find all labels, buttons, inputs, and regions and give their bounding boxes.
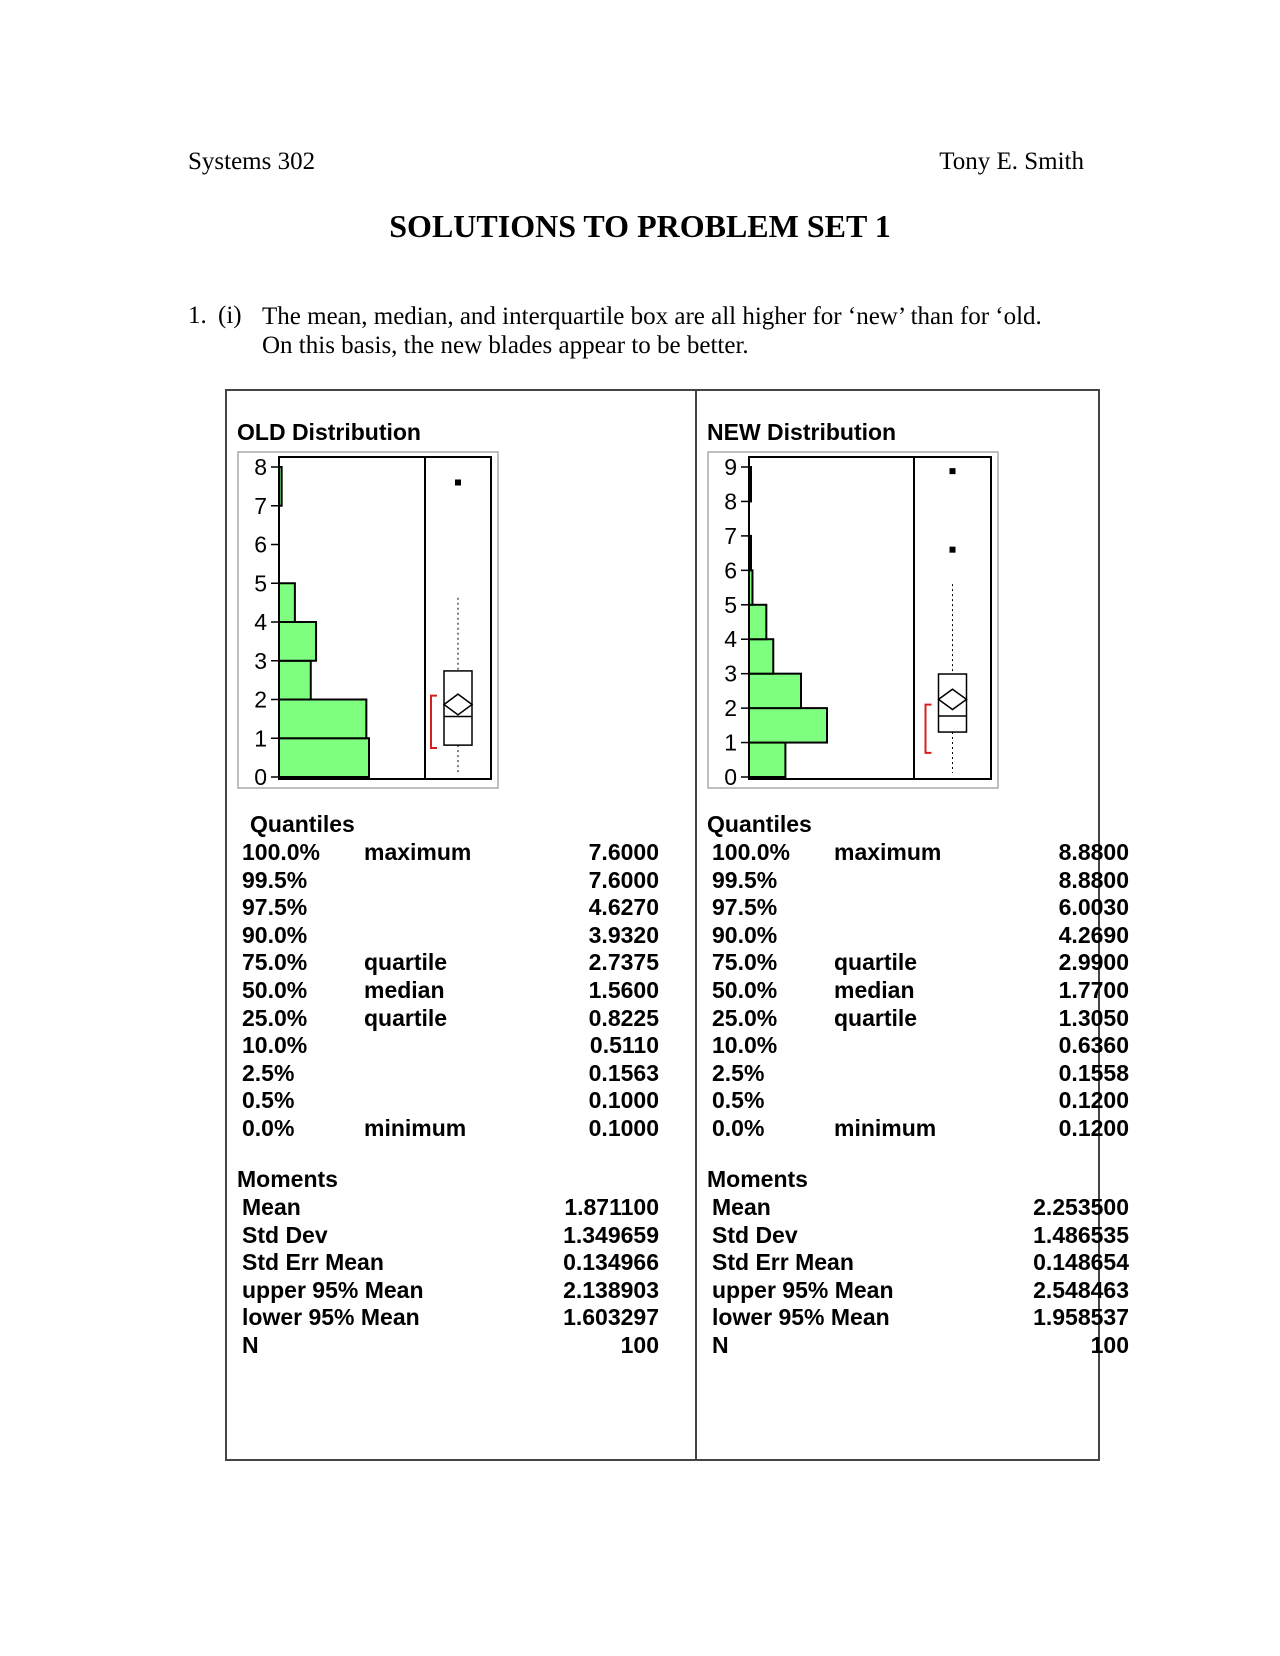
quantile-value: 0.1000 bbox=[588, 1115, 659, 1141]
quantile-row bbox=[712, 977, 1129, 1005]
quantile-pct: 25.0% bbox=[712, 1004, 778, 1031]
quantile-pct: 0.0% bbox=[712, 1115, 765, 1141]
y-tick-label: 1 bbox=[254, 725, 267, 752]
quantile-pct: 10.0% bbox=[242, 1032, 308, 1059]
old-quantiles-title: Quantiles bbox=[250, 811, 355, 837]
quantile-row bbox=[712, 949, 1129, 977]
quantile-label: quartile bbox=[834, 1004, 918, 1031]
y-tick-label: 4 bbox=[254, 609, 267, 635]
moment-label: Mean bbox=[242, 1194, 301, 1220]
histogram-bar bbox=[279, 661, 311, 700]
histogram-bar bbox=[749, 536, 751, 570]
moment-row bbox=[712, 1249, 1129, 1277]
quantile-value: 7.6000 bbox=[588, 839, 659, 865]
quantile-row bbox=[712, 1032, 1129, 1060]
moment-row bbox=[242, 1304, 659, 1332]
problem-number: 1. bbox=[188, 302, 207, 329]
author-name: Tony E. Smith bbox=[939, 148, 1084, 175]
quantile-row bbox=[242, 867, 659, 895]
moment-label: Std Err Mean bbox=[712, 1249, 854, 1276]
course-name: Systems 302 bbox=[188, 148, 316, 175]
y-tick-label: 0 bbox=[254, 764, 267, 789]
y-tick-label: 0 bbox=[724, 764, 737, 789]
quantile-value: 0.8225 bbox=[588, 1004, 659, 1031]
histogram-bar bbox=[749, 467, 751, 501]
quantile-pct: 2.5% bbox=[242, 1059, 295, 1086]
histogram-bar bbox=[749, 605, 766, 639]
shortest-half-bracket bbox=[926, 705, 932, 753]
moment-value: 1.486535 bbox=[1033, 1221, 1129, 1248]
y-tick-label: 3 bbox=[724, 660, 737, 687]
histogram-bar bbox=[279, 622, 316, 661]
outlier-point bbox=[950, 547, 956, 553]
quantile-pct: 100.0% bbox=[712, 839, 791, 865]
quantile-value: 7.6000 bbox=[588, 866, 659, 893]
quantile-row bbox=[242, 839, 659, 867]
quantile-pct: 0.5% bbox=[712, 1087, 765, 1114]
y-tick-label: 8 bbox=[254, 454, 267, 480]
quantile-row bbox=[242, 949, 659, 977]
moment-label: Std Dev bbox=[712, 1221, 798, 1248]
quantile-value: 1.3050 bbox=[1058, 1004, 1129, 1031]
moment-label: upper 95% Mean bbox=[712, 1276, 894, 1303]
histogram-bar bbox=[749, 708, 827, 742]
quantile-pct: 90.0% bbox=[242, 921, 308, 948]
shortest-half-bracket bbox=[431, 696, 437, 748]
y-tick-label: 6 bbox=[254, 531, 267, 558]
quantile-row bbox=[242, 1060, 659, 1088]
quantile-label: maximum bbox=[834, 839, 942, 865]
old-distribution-title: OLD Distribution bbox=[237, 419, 421, 445]
quantile-row bbox=[242, 922, 659, 950]
histogram-bar bbox=[749, 639, 773, 673]
quantile-row bbox=[712, 1115, 1129, 1143]
histogram-bar bbox=[749, 570, 752, 604]
quantile-label: quartile bbox=[364, 1004, 448, 1031]
moment-value: 1.958537 bbox=[1033, 1304, 1129, 1331]
moment-value: 1.603297 bbox=[563, 1304, 659, 1331]
quantile-value: 0.1200 bbox=[1058, 1087, 1129, 1114]
new-moments-title: Moments bbox=[707, 1166, 808, 1192]
quantile-pct: 99.5% bbox=[712, 866, 778, 893]
quantile-value: 3.9320 bbox=[588, 921, 659, 948]
quantile-pct: 2.5% bbox=[712, 1059, 765, 1086]
old-panel bbox=[227, 391, 694, 1459]
quantile-value: 0.1200 bbox=[1058, 1115, 1129, 1141]
quantile-row bbox=[712, 1087, 1129, 1115]
moment-value: 2.253500 bbox=[1033, 1194, 1129, 1220]
page-title: SOLUTIONS TO PROBLEM SET 1 bbox=[389, 208, 891, 244]
quantile-row bbox=[242, 1115, 659, 1143]
y-tick-label: 7 bbox=[254, 492, 267, 519]
outlier-point bbox=[455, 480, 461, 486]
quantile-value: 4.2690 bbox=[1058, 921, 1129, 948]
y-tick-label: 3 bbox=[254, 647, 267, 674]
quantile-pct: 90.0% bbox=[712, 921, 778, 948]
quantile-row bbox=[712, 894, 1129, 922]
answer-line-1: The mean, median, and interquartile box are all higher for ‘new’ than for ‘old. bbox=[262, 303, 1042, 330]
moment-value: 0.134966 bbox=[563, 1249, 659, 1276]
moment-row bbox=[712, 1277, 1129, 1305]
quantile-label: quartile bbox=[834, 949, 918, 976]
moment-row bbox=[242, 1277, 659, 1305]
histogram-bar bbox=[279, 467, 282, 506]
quantile-pct: 50.0% bbox=[712, 977, 778, 1003]
quantile-pct: 25.0% bbox=[242, 1004, 308, 1031]
quantile-value: 0.6360 bbox=[1058, 1032, 1129, 1059]
quantile-row bbox=[242, 1032, 659, 1060]
quantile-pct: 75.0% bbox=[712, 949, 778, 976]
moment-value: 100 bbox=[620, 1332, 659, 1358]
quantile-row bbox=[712, 839, 1129, 867]
quantile-value: 1.5600 bbox=[588, 977, 659, 1003]
y-tick-label: 7 bbox=[724, 522, 737, 549]
quantile-pct: 0.0% bbox=[242, 1115, 295, 1141]
quantile-pct: 97.5% bbox=[712, 894, 778, 921]
moment-row bbox=[242, 1222, 659, 1250]
histogram-bar bbox=[279, 583, 295, 622]
new-quantiles-title: Quantiles bbox=[707, 811, 812, 837]
quantile-row bbox=[242, 977, 659, 1005]
problem-answer bbox=[262, 302, 1082, 360]
old-histogram-boxplot bbox=[237, 451, 499, 789]
quantile-row bbox=[712, 1060, 1129, 1088]
quantile-value: 4.6270 bbox=[588, 894, 659, 921]
moment-value: 1.871100 bbox=[564, 1194, 659, 1220]
moment-row bbox=[242, 1249, 659, 1277]
quantile-pct: 97.5% bbox=[242, 894, 308, 921]
quantile-label: minimum bbox=[834, 1115, 937, 1141]
histogram-bar bbox=[749, 674, 801, 708]
quantile-value: 2.7375 bbox=[588, 949, 659, 976]
quantile-row bbox=[242, 1087, 659, 1115]
y-tick-label: 1 bbox=[724, 729, 737, 756]
moment-label: N bbox=[242, 1332, 259, 1358]
moment-value: 1.349659 bbox=[563, 1221, 659, 1248]
quantile-value: 0.1558 bbox=[1058, 1059, 1129, 1086]
moment-label: upper 95% Mean bbox=[242, 1276, 424, 1303]
histogram-bar bbox=[279, 738, 369, 777]
quantile-label: median bbox=[834, 977, 915, 1003]
quantile-label: minimum bbox=[364, 1115, 467, 1141]
quantile-row bbox=[712, 867, 1129, 895]
moment-label: lower 95% Mean bbox=[242, 1304, 420, 1331]
y-tick-label: 2 bbox=[254, 686, 267, 713]
moment-value: 2.548463 bbox=[1033, 1276, 1129, 1303]
quantile-value: 1.7700 bbox=[1058, 977, 1129, 1003]
quantile-label: quartile bbox=[364, 949, 448, 976]
moment-value: 100 bbox=[1090, 1332, 1129, 1358]
quantile-pct: 50.0% bbox=[242, 977, 308, 1003]
new-distribution-title: NEW Distribution bbox=[707, 419, 897, 445]
y-tick-label: 8 bbox=[724, 488, 737, 515]
old-moments-title: Moments bbox=[237, 1166, 338, 1192]
problem-part: (i) bbox=[218, 302, 242, 329]
moment-row bbox=[242, 1332, 659, 1360]
moment-value: 0.148654 bbox=[1033, 1249, 1129, 1276]
moment-label: Std Err Mean bbox=[242, 1249, 384, 1276]
quantile-row bbox=[712, 922, 1129, 950]
moment-row bbox=[712, 1222, 1129, 1250]
moment-row bbox=[712, 1332, 1129, 1360]
moment-row bbox=[712, 1304, 1129, 1332]
y-tick-label: 2 bbox=[724, 695, 737, 722]
moment-value: 2.138903 bbox=[563, 1276, 659, 1303]
moment-label: Std Dev bbox=[242, 1221, 328, 1248]
moment-row bbox=[242, 1194, 659, 1222]
quantile-pct: 10.0% bbox=[712, 1032, 778, 1059]
quantile-pct: 99.5% bbox=[242, 866, 308, 893]
moment-row bbox=[712, 1194, 1129, 1222]
quantile-value: 2.9900 bbox=[1058, 949, 1129, 976]
distribution-report bbox=[225, 389, 1129, 1461]
quantile-value: 6.0030 bbox=[1058, 894, 1129, 921]
quantile-label: maximum bbox=[364, 839, 472, 865]
new-histogram-boxplot bbox=[707, 451, 999, 789]
y-tick-label: 6 bbox=[724, 557, 737, 584]
y-tick-label: 5 bbox=[724, 591, 737, 618]
quantile-pct: 100.0% bbox=[242, 839, 321, 865]
quantile-row bbox=[242, 894, 659, 922]
y-tick-label: 4 bbox=[724, 626, 737, 653]
quantile-value: 8.8800 bbox=[1058, 866, 1129, 893]
y-tick-label: 5 bbox=[254, 570, 267, 597]
answer-line-2: On this basis, the new blades appear to be better. bbox=[262, 332, 749, 359]
y-tick-label: 9 bbox=[724, 454, 737, 480]
histogram-bar bbox=[279, 700, 366, 739]
quantile-value: 8.8800 bbox=[1058, 839, 1129, 865]
histogram-bar bbox=[749, 743, 785, 777]
quantile-row bbox=[712, 1005, 1129, 1033]
outlier-point bbox=[950, 468, 956, 474]
quantile-pct: 75.0% bbox=[242, 949, 308, 976]
quantile-row bbox=[242, 1005, 659, 1033]
new-panel bbox=[697, 391, 1164, 1459]
quantile-value: 0.5110 bbox=[589, 1032, 659, 1059]
moment-label: lower 95% Mean bbox=[712, 1304, 890, 1331]
quantile-value: 0.1000 bbox=[588, 1087, 659, 1114]
quantile-pct: 0.5% bbox=[242, 1087, 295, 1114]
moment-label: Mean bbox=[712, 1194, 771, 1220]
quantile-value: 0.1563 bbox=[588, 1059, 659, 1086]
quantile-label: median bbox=[364, 977, 445, 1003]
moment-label: N bbox=[712, 1332, 729, 1358]
